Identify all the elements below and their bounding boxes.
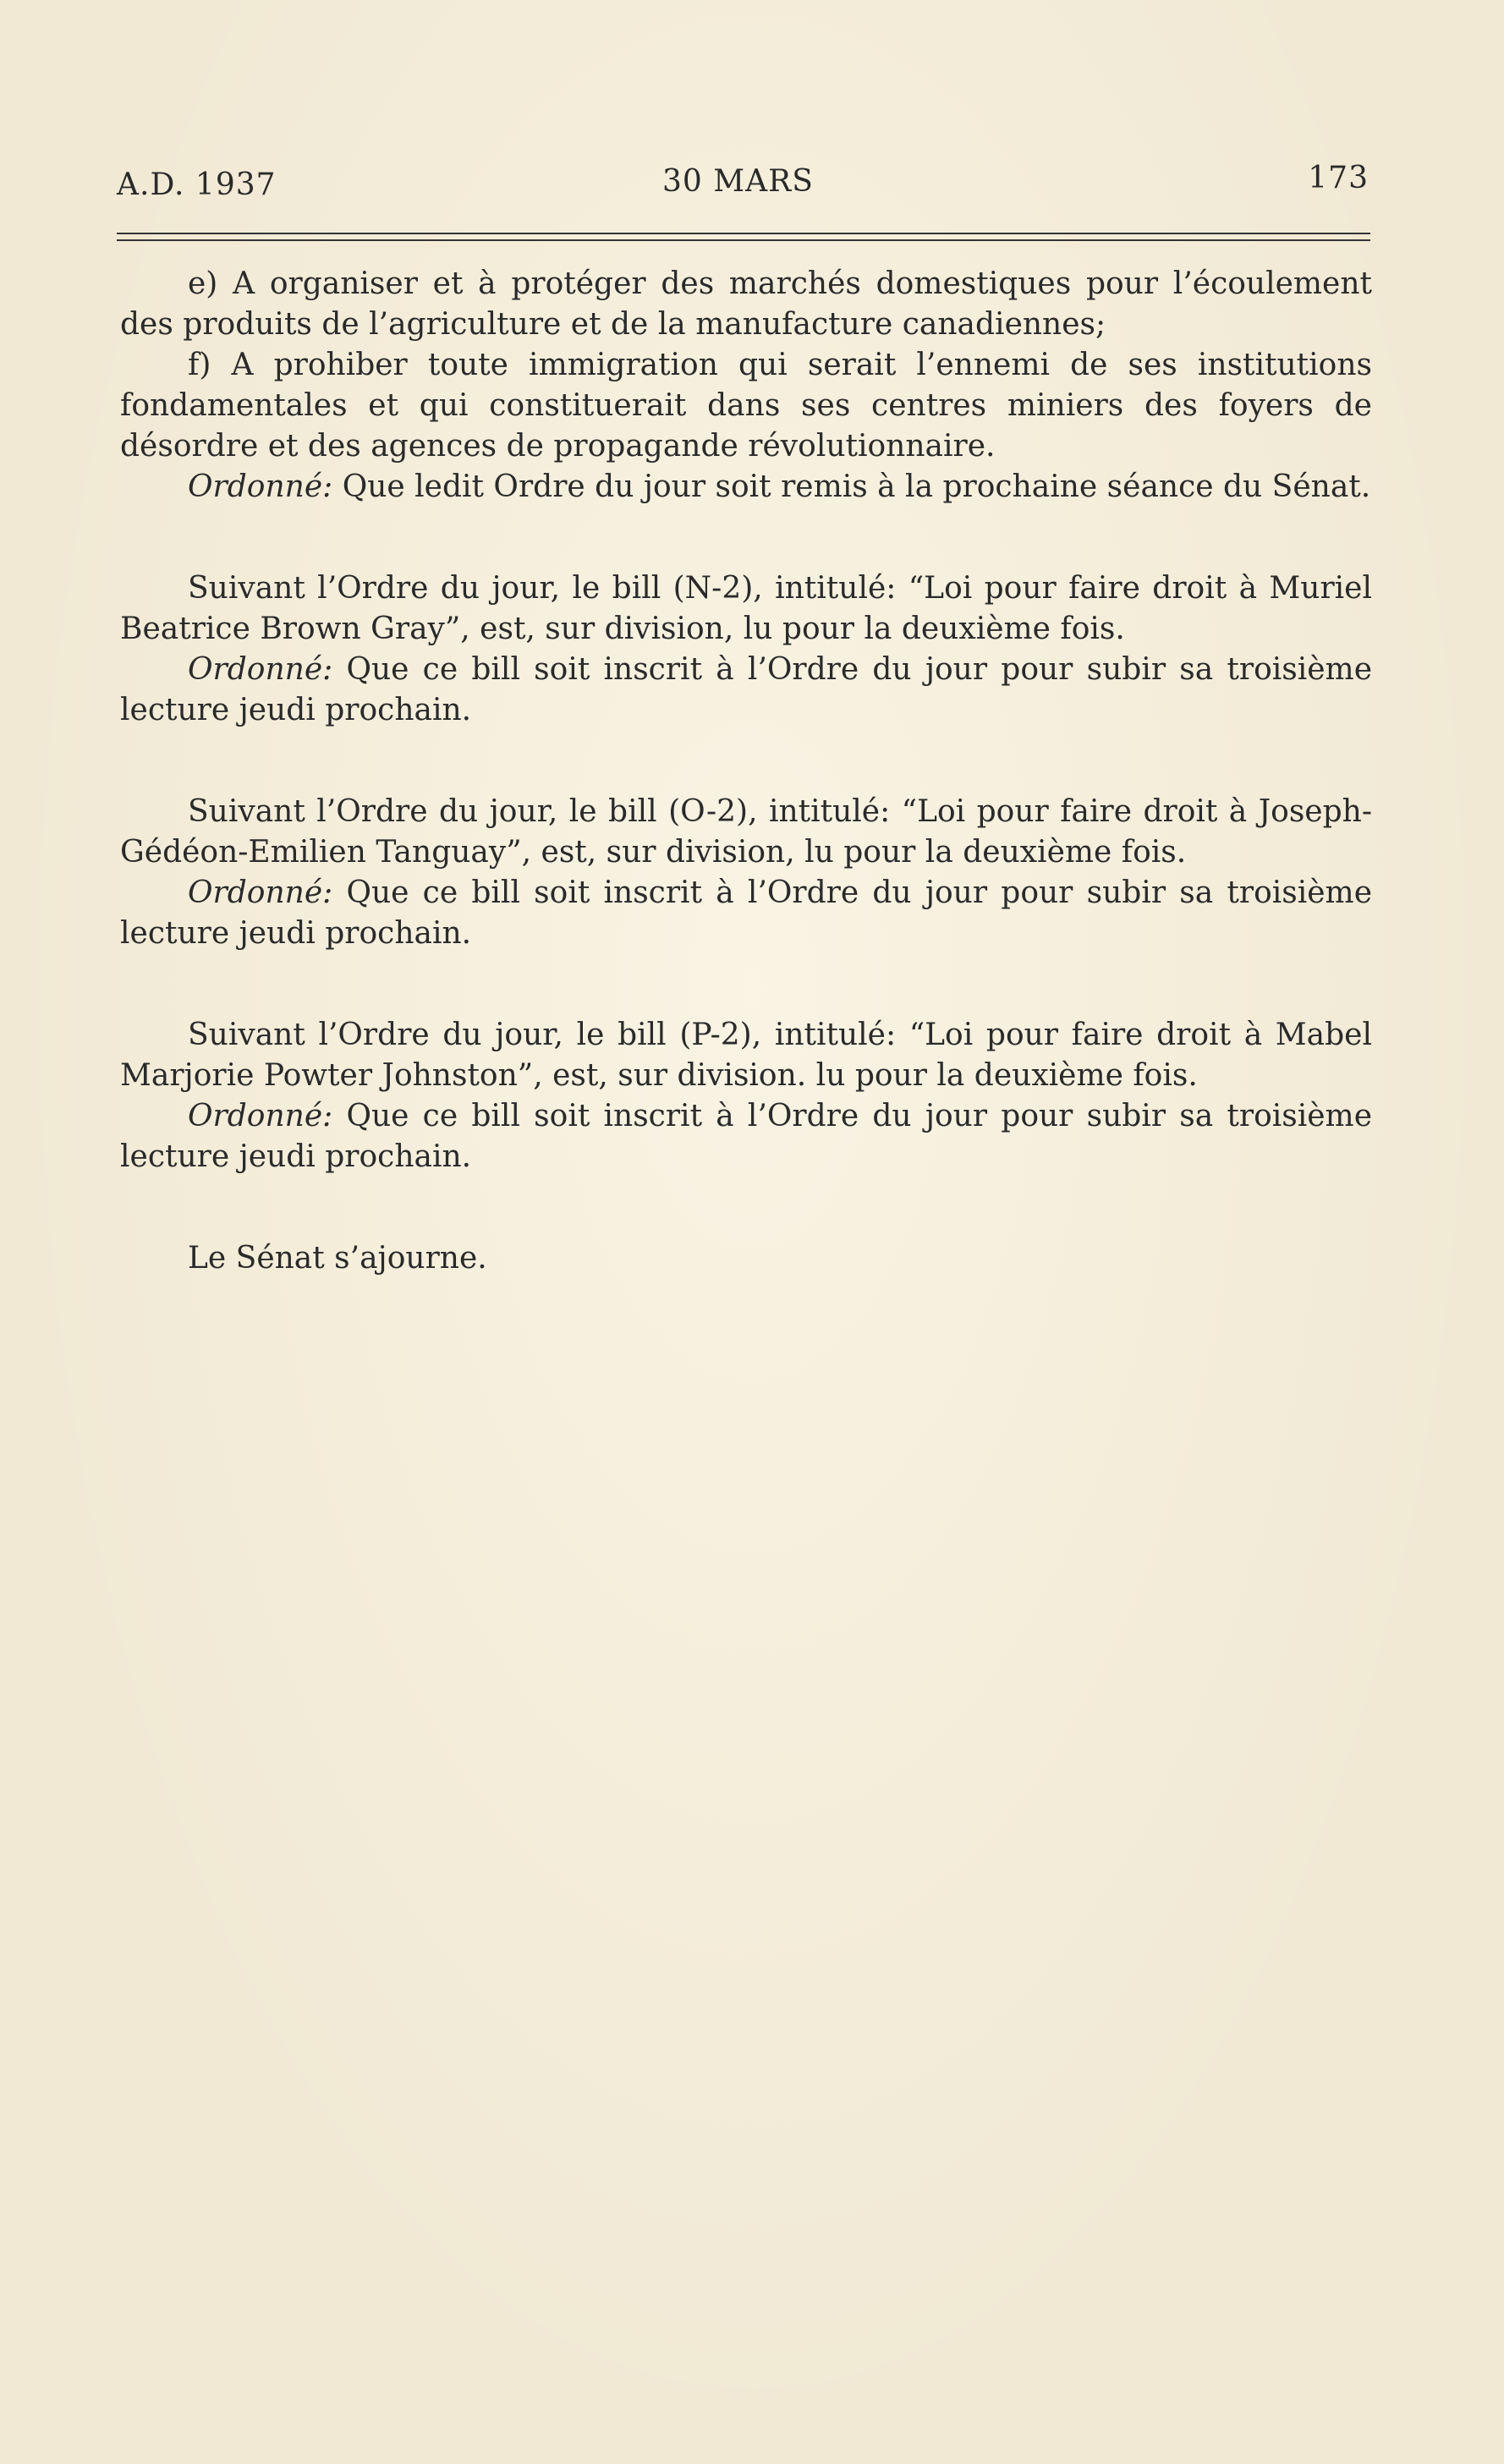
ordonne-label: Ordonné: xyxy=(188,875,333,910)
document-body xyxy=(120,264,1372,1279)
ordonne-label: Ordonné: xyxy=(188,652,333,687)
ordonne-label: Ordonné: xyxy=(188,1099,333,1133)
section-gap xyxy=(120,508,1372,568)
header-double-rule xyxy=(117,233,1370,244)
paragraph-bill-o2: Suivant l’Ordre du jour, le bill (O-2), intitulé: “Loi pour faire droit à Joseph-Gédéon-Emilien Tanguay”, est, sur division, lu pour la deuxième fois. xyxy=(120,794,1372,870)
ordonne-text: Que ce bill soit inscrit à l’Ordre du jour pour subir sa troisième lecture jeudi prochain. xyxy=(120,1099,1372,1174)
ordonne-text: Que ce bill soit inscrit à l’Ordre du jour pour subir sa troisième lecture jeudi prochain. xyxy=(120,652,1372,727)
section-gap xyxy=(120,731,1372,792)
section-gap xyxy=(120,1177,1372,1238)
page-number: 173 xyxy=(1308,161,1369,195)
paragraph-ordonne-2 xyxy=(120,650,1372,731)
header-date: 30 MARS xyxy=(662,164,814,199)
ordonne-text: Que ledit Ordre du jour soit remis à la prochaine séance du Sénat. xyxy=(332,469,1371,504)
paragraph-bill-n2: Suivant l’Ordre du jour, le bill (N-2), intitulé: “Loi pour faire droit à Muriel Beatrice Brown Gray”, est, sur division, lu pour la deuxième fois. xyxy=(120,571,1372,646)
header-year: A.D. 1937 xyxy=(117,167,277,202)
page-header xyxy=(117,161,1369,211)
paragraph-ordonne-3 xyxy=(120,873,1372,954)
paragraph-bill-p2: Suivant l’Ordre du jour, le bill (P-2), intitulé: “Loi pour faire droit à Mabel Marjorie Powter Johnston”, est, sur division. lu pour la deuxième fois. xyxy=(120,1018,1372,1093)
paragraph-adjournment: Le Sénat s’ajourne. xyxy=(188,1241,487,1276)
ordonne-text: Que ce bill soit inscrit à l’Ordre du jour pour subir sa troisième lecture jeudi prochain. xyxy=(120,875,1372,951)
rule-line-bottom xyxy=(117,239,1370,241)
paragraph-e: e) A organiser et à protéger des marchés domestiques pour l’écoulement des produits de l’agriculture et de la manufacture canadiennes; xyxy=(120,266,1372,342)
paragraph-ordonne-4 xyxy=(120,1096,1372,1177)
rule-line-top xyxy=(117,233,1370,234)
section-gap xyxy=(120,954,1372,1015)
paragraph-f: f) A prohiber toute immigration qui serait l’ennemi de ses institutions fondamentales et qui constituerait dans ses centres miniers des foyers de désordre et des agences de propagande révolutionnaire. xyxy=(120,348,1372,464)
paragraph-ordonne-1 xyxy=(120,467,1372,508)
ordonne-label: Ordonné: xyxy=(188,469,333,504)
